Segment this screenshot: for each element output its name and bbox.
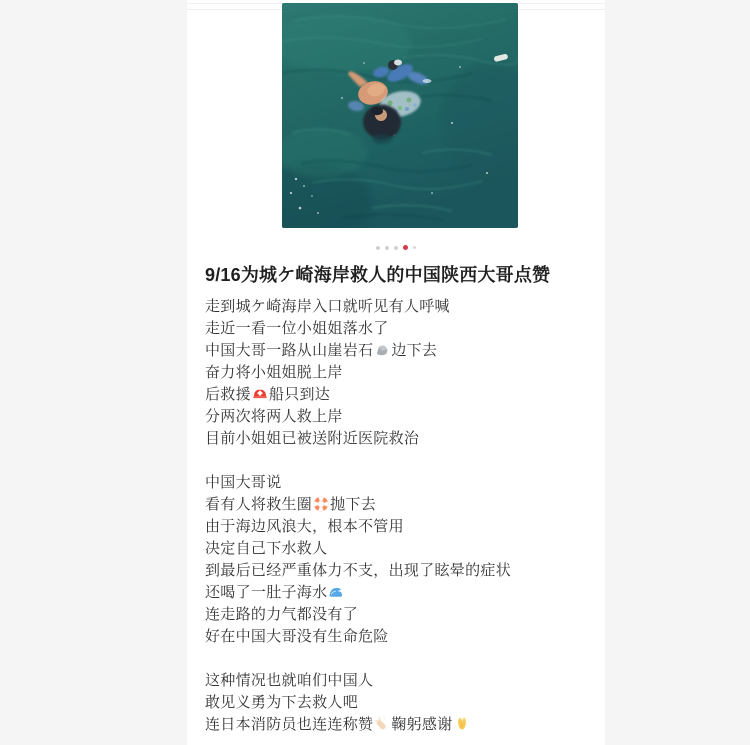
post-photo	[282, 3, 518, 228]
post-line-text: 看有人将救生圈	[205, 496, 313, 513]
photo-carousel[interactable]	[282, 3, 518, 228]
post-line-blank	[205, 450, 589, 472]
post-line	[205, 538, 589, 560]
carousel-dot-5[interactable]	[413, 246, 416, 249]
post-line	[205, 670, 589, 692]
carousel-dot-2[interactable]	[385, 246, 389, 250]
post-line-text: 奋力将小姐姐脱上岸	[205, 364, 343, 381]
post-line	[205, 406, 589, 428]
post-line	[205, 340, 589, 362]
clapping-hands-icon	[374, 716, 390, 732]
life-buoy-icon	[313, 496, 329, 512]
post-line	[205, 472, 589, 494]
post-line	[205, 604, 589, 626]
post-line	[205, 582, 589, 604]
post-line-text: 敢见义勇为下去救人吧	[205, 694, 359, 711]
post-line-text: 连走路的力气都没有了	[205, 606, 359, 623]
post-line-text: 还喝了一肚子海水	[205, 584, 328, 601]
post-line-text: 中国大哥一路从山崖岩石	[205, 342, 374, 359]
post-line	[205, 428, 589, 450]
post-card	[187, 0, 605, 745]
post-line-text: 连日本消防员也连连称赞	[205, 716, 374, 733]
folded-hands-icon	[454, 716, 470, 732]
post-body	[205, 296, 589, 736]
post-line	[205, 626, 589, 648]
post-line	[205, 494, 589, 516]
post-line-text: 决定自己下水救人	[205, 540, 328, 557]
post-line-text: 船只到达	[268, 386, 331, 403]
post-line	[205, 560, 589, 582]
post-line-text: 这种情况也就咱们中国人	[205, 672, 374, 689]
post-line-text: 由于海边风浪大，根本不管用	[205, 518, 404, 535]
carousel-dot-1[interactable]	[376, 246, 380, 250]
post-line-text: 后救援	[205, 386, 251, 403]
carousel-dot-4[interactable]	[403, 245, 408, 250]
post-title: 9/16为城ケ崎海岸救人的中国陕西大哥点赞	[205, 265, 551, 285]
post-line-text: 走到城ケ崎海岸入口就听见有人呼喊	[205, 298, 450, 315]
water-wave-icon	[328, 584, 344, 600]
post-line-text: 抛下去	[330, 496, 377, 513]
post-line	[205, 318, 589, 340]
post-line-text: 目前小姐姐已被送附近医院救治	[205, 430, 420, 447]
carousel-dots	[187, 245, 605, 250]
post-line-text: 好在中国大哥没有生命危险	[205, 628, 389, 645]
post-line-text: 中国大哥说	[205, 474, 282, 491]
post-line	[205, 362, 589, 384]
post-line-text: 到最后已经严重体力不支，出现了眩晕的症状	[205, 562, 512, 579]
carousel-dot-3[interactable]	[394, 246, 398, 250]
post-line-text: 走近一看一位小姐姐落水了	[205, 320, 389, 337]
post-line	[205, 296, 589, 318]
rescue-helmet-icon	[252, 386, 268, 402]
post-line	[205, 714, 589, 736]
post-line	[205, 692, 589, 714]
post-line-text: 分两次将两人救上岸	[205, 408, 343, 425]
post-line	[205, 384, 589, 406]
post-line	[205, 516, 589, 538]
post-line-blank	[205, 648, 589, 670]
post-line-text: 边下去	[391, 342, 438, 359]
post-line-text: 鞠躬感谢	[391, 716, 453, 733]
rock-icon	[374, 342, 390, 358]
